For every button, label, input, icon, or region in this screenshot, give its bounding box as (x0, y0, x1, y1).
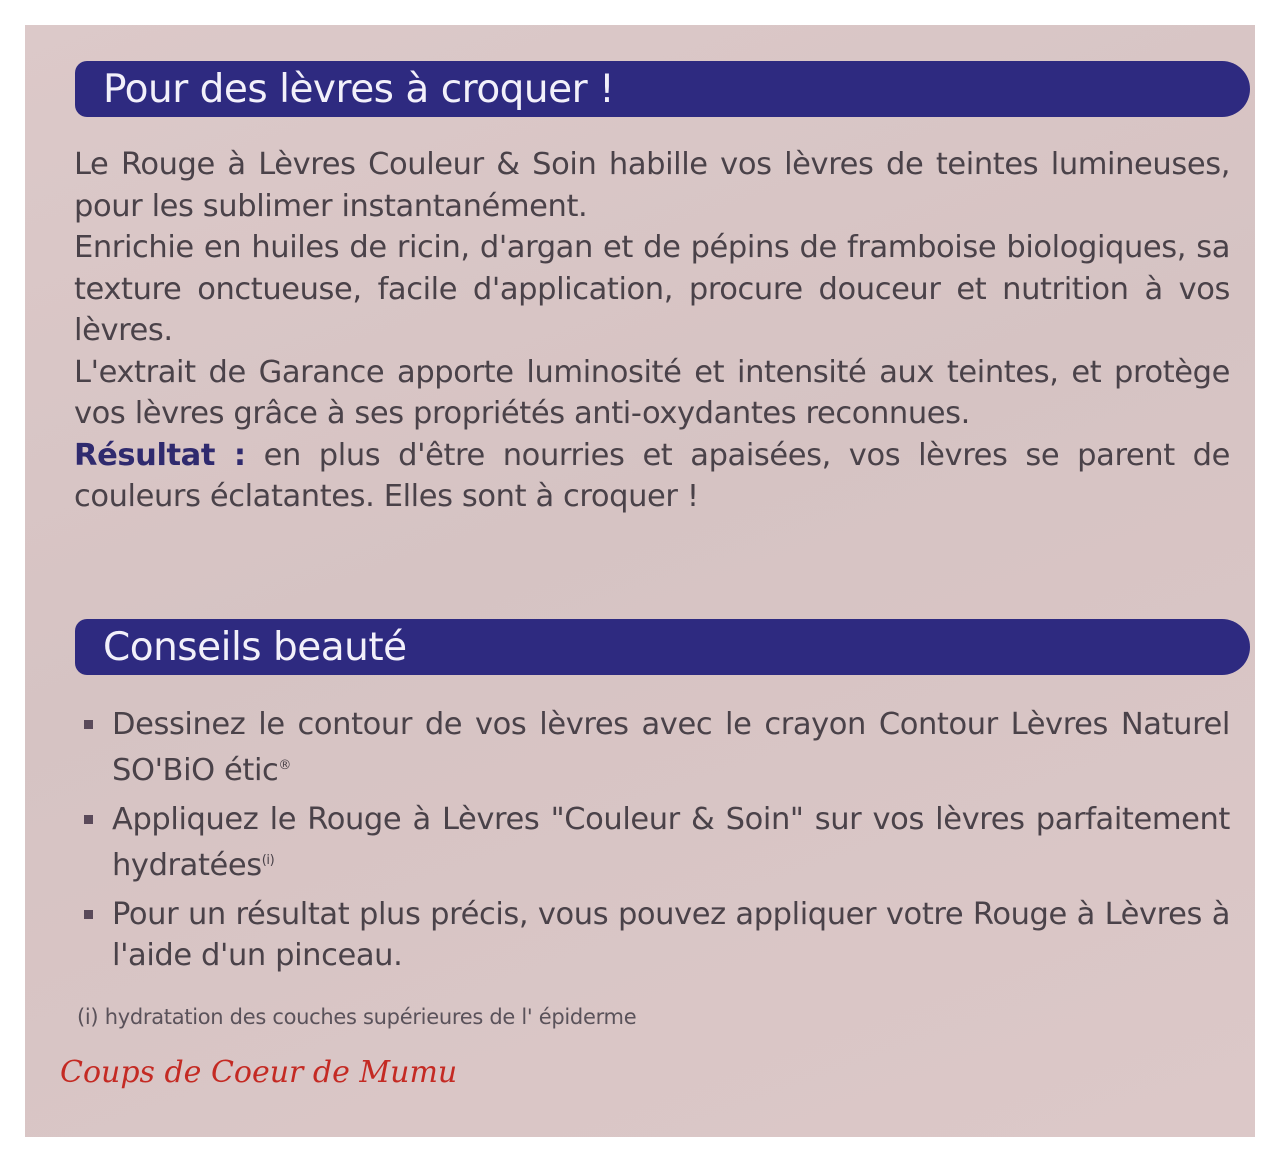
paragraph-huiles: Enrichie en huiles de ricin, d'argan et de pépins de framboise biologiques, sa texture onctueuse, facile d'application, procure douceur et nutrition à vos lèvres. (74, 230, 1230, 348)
list-item (74, 704, 1230, 791)
blog-signature: Coups de Coeur de Mumu (60, 1055, 458, 1090)
tip-superscript: ® (278, 758, 292, 773)
tip-text: Dessinez le contour de vos lèvres avec le crayon Contour Lèvres Naturel SO'BiO étic (112, 707, 1230, 789)
paragraph-garance: L'extrait de Garance apporte luminosité et intensité aux teintes, et protège vos lèvres grâce à ses propriétés anti-oxydantes reconnues. (74, 354, 1230, 431)
paragraph-resultat (74, 435, 1230, 518)
list-item (74, 799, 1230, 886)
footnote: (i) hydratation des couches supérieures de l' épiderme (77, 1005, 637, 1029)
result-label: Résultat : (74, 437, 246, 473)
result-text: en plus d'être nourries et apaisées, vos lèvres se parent de couleurs éclatantes. Elles sont à croquer ! (74, 437, 1230, 514)
paragraph-couleur-soin: Le Rouge à Lèvres Couleur & Soin habille vos lèvres de teintes lumineuses, pour les sublimer instantanément. (74, 147, 1230, 224)
square-bullet-icon (84, 720, 93, 729)
photo-frame (25, 25, 1255, 1137)
section-title-conseils: Conseils beauté (103, 624, 407, 670)
tips-list (74, 704, 1230, 984)
section-title-croquer: Pour des lèvres à croquer ! (103, 66, 615, 112)
section-banner-croquer (75, 61, 1250, 117)
description-block (74, 144, 1230, 518)
list-item (74, 894, 1230, 976)
section-banner-conseils (75, 619, 1250, 675)
tip-text: Appliquez le Rouge à Lèvres "Couleur & Soin" sur vos lèvres parfaitement hydratées (112, 802, 1230, 884)
tip-superscript: (i) (261, 853, 275, 869)
square-bullet-icon (84, 815, 93, 824)
square-bullet-icon (84, 910, 93, 919)
tip-text: Pour un résultat plus précis, vous pouvez appliquer votre Rouge à Lèvres à l'aide d'un pinceau. (112, 897, 1230, 974)
